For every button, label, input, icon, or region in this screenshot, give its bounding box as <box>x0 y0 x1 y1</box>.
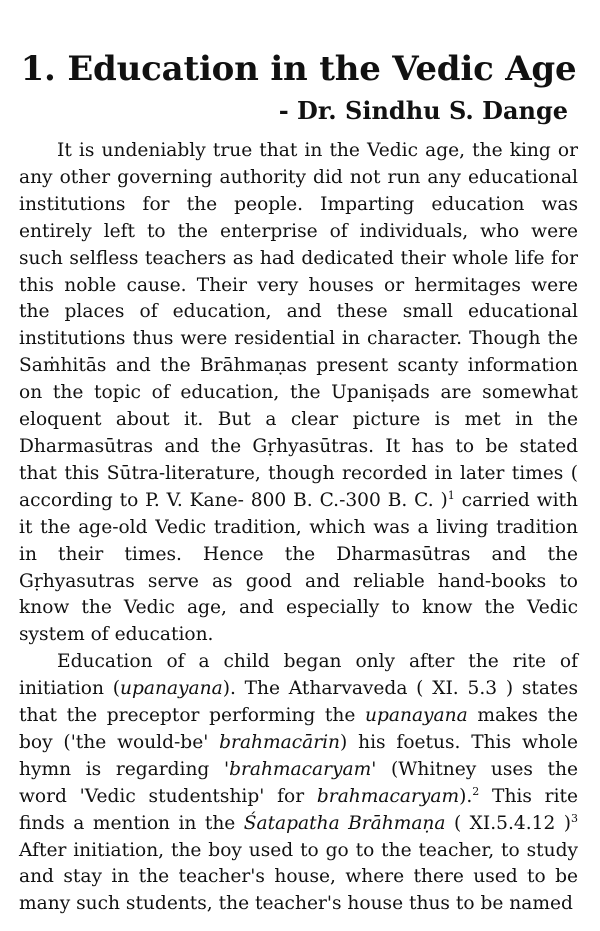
italic-term: brahmacaryam <box>316 785 460 807</box>
author-byline: - Dr. Sindhu S. Dange <box>278 96 568 125</box>
italic-term: Śatapatha Brāhmaṇa <box>243 812 446 834</box>
italic-term: brahmacaryam <box>229 758 372 780</box>
footnote-ref: 2 <box>472 784 480 798</box>
text-run: carried with it the age-old Vedic tradition, which was a living tradition in their times. Hence the Dharmasūtras and the Gṛhyasutras serve as good and reliable hand-books to know the Vedic age, and especially to know the Vedic system of education. <box>19 489 578 646</box>
text-run: It is undeniably true that in the Vedic age, the king or any other governing authority did not run any educational institutions for the people. Imparting education was entirely left to the enterprise of individuals, who were such selfless teachers as had dedicated their whole life for this noble cause. Their very houses or hermitages were the places of education, and these small educational institutions thus were residential in character. Though the Saṁhitās and the Brāhmaṇas present scanty information on the topic of education, the Upaniṣads are somewhat eloquent about it. But a clear picture is met in the Dharmasūtras and the Gṛhyasūtras. It has to be stated that this Sūtra-literature, though recorded in later times ( according to P. V. Kane- 800 B. C.-300 B. C. ) <box>19 140 578 511</box>
footnote-ref: 3 <box>571 811 579 825</box>
text-run: makes the boy ('the would-be' <box>19 705 578 753</box>
text-run: ). <box>459 785 473 807</box>
text-run: Education of a child began only after the rite of initiation ( <box>19 651 578 700</box>
text-run: After initiation, the boy used to go to the teacher, to study and stay in the teacher's house, where there used to be many such students, the teacher's house thus to be named <box>19 839 578 915</box>
text-run: ' (Whitney uses the word 'Vedic studentship' for <box>19 758 578 807</box>
italic-term: upanayana <box>365 705 468 727</box>
body-text <box>19 138 578 918</box>
text-run: ) his foetus. This whole hymn is regarding ' <box>19 731 578 780</box>
text-run: This rite finds a mention in the <box>19 785 578 834</box>
paragraph-1 <box>19 138 578 649</box>
text-run: ( XI.5.4.12 ) <box>445 812 572 834</box>
footnote-ref: 1 <box>447 488 455 502</box>
italic-term: upanayana <box>120 678 223 700</box>
chapter-title: 1. Education in the Vedic Age <box>20 49 577 89</box>
paragraph-2 <box>19 649 578 918</box>
italic-term: brahmacārin <box>219 731 341 753</box>
text-run: ). The Atharvaveda ( XI. 5.3 ) states that the preceptor performing the <box>19 678 578 727</box>
